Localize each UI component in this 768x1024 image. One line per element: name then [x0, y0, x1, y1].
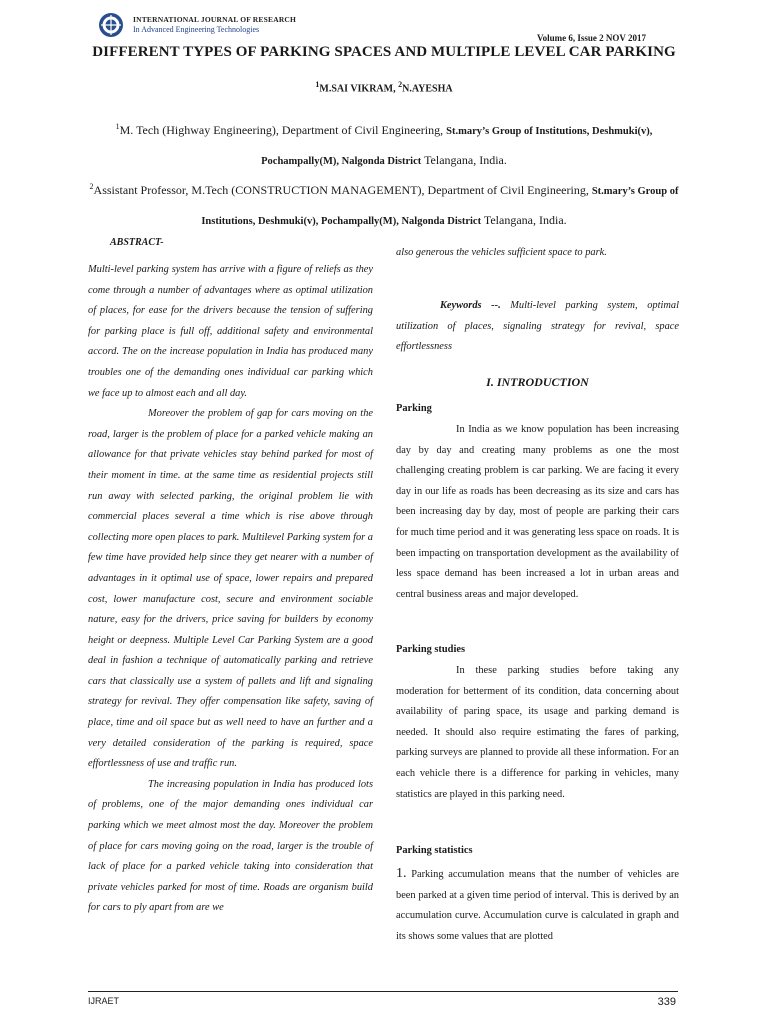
- paragraph-parking-studies-text: In these parking studies before taking any moderation for betterment of its condition, data concerning about availability of paring space, its usage and parking demand is needed. It should also require estimating the fares of parking, parking surveys are planned to provide all these information. For an each vehicle there is a difference for parking in vehicles, many statistics are played in this parking need.: [396, 665, 679, 800]
- subsection-heading-parking-studies: Parking studies: [396, 644, 465, 655]
- author-2: N.AYESHA: [402, 83, 453, 95]
- affiliation-2-state: Telangana, India.: [483, 213, 567, 227]
- abstract-paragraph: Multi-level parking system has arrive with a figure of reliefs as they come through a number of advantages where as optimal utilization of places, for ease for the drivers because the tension of suffering for parking place is full off, additional safety and environmental accord. The on the increase population in India has produced many troubles one of the demanding ones individual car parking which we face up to almost each and all day.: [88, 264, 373, 399]
- abstract-paragraph: Moreover the problem of gap for cars moving on the road, larger is the problem of place for a parked vehicle making an allowance for that private vehicles stay behind parked for most of their moment in time. at the same time as residential projects still run away with selected parking, the original problem lie with commercial places several a time which is rise above through collecting more open places to park. Multilevel Parking system for a few time have provided help since they get nearer with a number of advantages in it optimal use of space, lower repairs and prepared cost, lower manufacture cost, secure and environment sociable nature, easy for the drivers, price saving for builders by economy height or deepness. Multiple Level Car Parking System are a good deal in fashion a technique of automatically parking and retrieve cars that classically use a system of pallets and lift and signaling strategy for revival. They offer compensation like safety, saving of place, time and oil space but as well need to have an further and a very detailed consideration of the parking is required, space effortlessness of use and traffic run.: [88, 408, 374, 770]
- affiliation-2: [60, 172, 708, 236]
- affiliation-1-location: Pochampally(M), Nalgonda District: [261, 156, 422, 167]
- abstract-heading: ABSTRACT-: [110, 237, 164, 248]
- journal-subtitle: In Advanced Engineering Technologies: [133, 25, 260, 34]
- paragraph-parking-text: In India as we know population has been increasing day by day and creating many problems as one the most challenging creating problem is car parking. We are facing it every day in our life as roads has been decreasing as its size and cars has been increasing day by day, most of people are parking their cars for much time period and it was generating less space on roads. It is been impacting on transportation development as the availability of less space demand has been increased a lot in urban areas and central business areas and major developed.: [396, 424, 679, 600]
- author-2-mark: 2: [398, 80, 403, 89]
- affiliation-2-location: Institutions, Deshmuki(v), Pochampally(M), Nalgonda District: [201, 216, 482, 227]
- abstract-paragraph: The increasing population in India has produced lots of problems, one of the major demanding ones individual car parking which we meet almost most the day. Moreover the problem of place for cars moving going on the road, larger is the trouble of lack of place for a parked vehicle taking into consideration that private vehicles parked for most of time. Roads are organism build for cars to ply apart from are we: [88, 778, 373, 914]
- affiliation-1-institution: St.mary’s Group of Institutions, Deshmuki(v),: [446, 126, 653, 137]
- affiliation-1-mark: 1: [115, 122, 120, 131]
- author-1: M.SAI VIKRAM,: [319, 83, 396, 95]
- footer-journal-code: IJRAET: [88, 996, 120, 1006]
- author-list: [0, 80, 768, 94]
- keywords-label: Keywords --.: [440, 300, 501, 311]
- affiliation-2-mark: 2: [89, 182, 94, 191]
- abstract-continuation: also generous the vehicles sufficient space to park.: [396, 247, 607, 258]
- journal-logo-icon: [98, 12, 124, 38]
- keywords-text: Multi-level parking system, optimal utilization of places, signaling strategy for revival, space effortlessness: [396, 300, 679, 353]
- affiliation-1-state: Telangana, India.: [424, 153, 507, 167]
- section-heading-introduction: I. INTRODUCTION: [486, 375, 589, 389]
- subsection-heading-parking-statistics: Parking statistics: [396, 845, 473, 856]
- volume-issue: Volume 6, Issue 2 NOV 2017: [536, 33, 646, 43]
- footer-divider: [88, 991, 678, 992]
- paragraph-parking-studies: [396, 661, 679, 805]
- affiliation-2-dept: Assistant Professor, M.Tech (CONSTRUCTION MANAGEMENT), Department of Civil Engineering,: [93, 183, 589, 197]
- author-1-mark: 1: [315, 80, 320, 89]
- subsection-heading-parking: Parking: [396, 403, 432, 414]
- paragraph-parking-statistics-text: Parking accumulation means that the number of vehicles are been parked at a given time period of interval. This is derived by an accumulation curve. Accumulation curve is calculated in graph and its shows some values that are plotted: [396, 869, 679, 942]
- journal-name: INTERNATIONAL JOURNAL OF RESEARCH: [133, 15, 297, 24]
- affiliation-1-dept: M. Tech (Highway Engineering), Department of Civil Engineering,: [119, 123, 444, 137]
- affiliation-2-institution: St.mary’s Group of: [591, 186, 679, 197]
- abstract-body: [88, 260, 373, 919]
- paragraph-parking: [396, 420, 679, 605]
- paper-title: DIFFERENT TYPES OF PARKING SPACES AND MULTIPLE LEVEL CAR PARKING: [92, 44, 676, 60]
- keywords: [396, 296, 679, 358]
- affiliation-1: [60, 112, 708, 176]
- page-number: 339: [657, 996, 676, 1008]
- paragraph-parking-statistics: [396, 864, 679, 947]
- list-number: 1.: [396, 866, 407, 881]
